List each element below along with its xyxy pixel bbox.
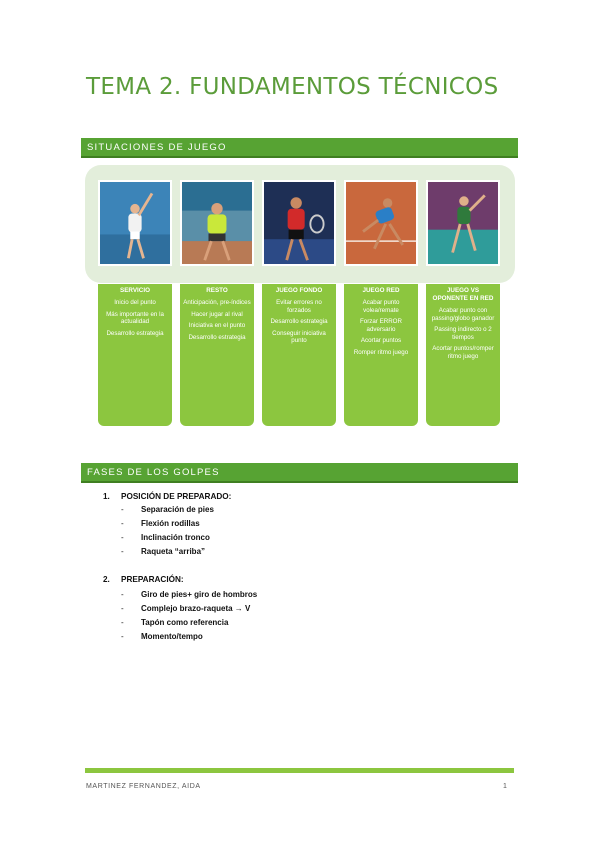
column-item: Anticipación, pre-índices bbox=[183, 299, 251, 306]
column-item: Desarrollo estrategia bbox=[188, 333, 246, 341]
phase-number: 2. bbox=[103, 575, 110, 584]
footer-author: MARTINEZ FERNANDEZ, AIDA bbox=[86, 783, 201, 790]
column-juego-fondo bbox=[262, 284, 336, 426]
column-servicio bbox=[98, 284, 172, 426]
list-item: - Raqueta “arriba” bbox=[121, 547, 206, 556]
column-juego-red bbox=[344, 284, 418, 426]
section-header-situaciones: SITUACIONES DE JUEGO bbox=[81, 138, 518, 158]
column-item: Acabar punto con passing/globo ganador bbox=[431, 307, 495, 322]
page-number: 1 bbox=[503, 783, 507, 790]
column-juego-vs-oponente bbox=[426, 284, 500, 426]
photo-resto bbox=[180, 180, 254, 266]
list-item: - Momento/tempo bbox=[121, 632, 203, 641]
page-title: TEMA 2. FUNDAMENTOS TÉCNICOS bbox=[86, 74, 499, 100]
list-item: - Complejo brazo-raqueta → V bbox=[121, 604, 251, 613]
column-resto bbox=[180, 284, 254, 426]
column-item: Forzar ERROR adversario bbox=[360, 318, 402, 333]
phase-title: POSICIÓN DE PREPARADO: bbox=[121, 492, 232, 501]
footer-divider bbox=[85, 768, 514, 773]
column-heading: RESTO bbox=[206, 287, 228, 294]
phase-number: 1. bbox=[103, 492, 110, 501]
column-item: Más importante en la actualidad bbox=[106, 310, 164, 325]
column-item: Passing indirecto o 2 tiempos bbox=[434, 326, 492, 341]
photo-juego-fondo bbox=[262, 180, 336, 266]
column-heading: JUEGO RED bbox=[362, 287, 400, 294]
list-item: - Flexión rodillas bbox=[121, 519, 200, 528]
section-header-fases: FASES DE LOS GOLPES bbox=[81, 463, 518, 483]
column-heading: JUEGO FONDO bbox=[275, 287, 323, 294]
column-item: Desarrollo estrategia bbox=[106, 329, 164, 337]
column-item: Desarrollo estrategia bbox=[270, 318, 328, 325]
list-item: - Separación de pies bbox=[121, 505, 214, 514]
phase-heading bbox=[103, 492, 231, 501]
column-item: Iniciativa en el punto bbox=[188, 322, 246, 329]
column-item: Acabar punto volea/remate bbox=[362, 299, 400, 314]
column-item: Evitar errores no forzados bbox=[276, 299, 322, 314]
column-item: Romper ritmo juego bbox=[353, 348, 409, 356]
photo-servicio bbox=[98, 180, 172, 266]
list-item: - Giro de pies+ giro de hombros bbox=[121, 590, 258, 599]
column-item: Hacer jugar al rival bbox=[191, 310, 243, 318]
column-item: Acortar puntos bbox=[360, 337, 402, 344]
column-item: Conseguir iniciativa punto bbox=[272, 329, 326, 344]
column-item: Acortar puntos/romper ritmo juego bbox=[432, 345, 494, 360]
column-heading: SERVICIO bbox=[120, 287, 150, 294]
column-item: Inicio del punto bbox=[114, 299, 156, 306]
list-item: - Inclinación tronco bbox=[121, 533, 210, 542]
phase-heading bbox=[103, 575, 184, 584]
photo-juego-vs-red bbox=[426, 180, 500, 266]
list-item: - Tapón como referencia bbox=[121, 618, 229, 627]
phase-title: PREPARACIÓN: bbox=[121, 575, 184, 584]
column-heading: JUEGO VS OPONENTE EN RED bbox=[432, 287, 494, 302]
photo-juego-red bbox=[344, 180, 418, 266]
